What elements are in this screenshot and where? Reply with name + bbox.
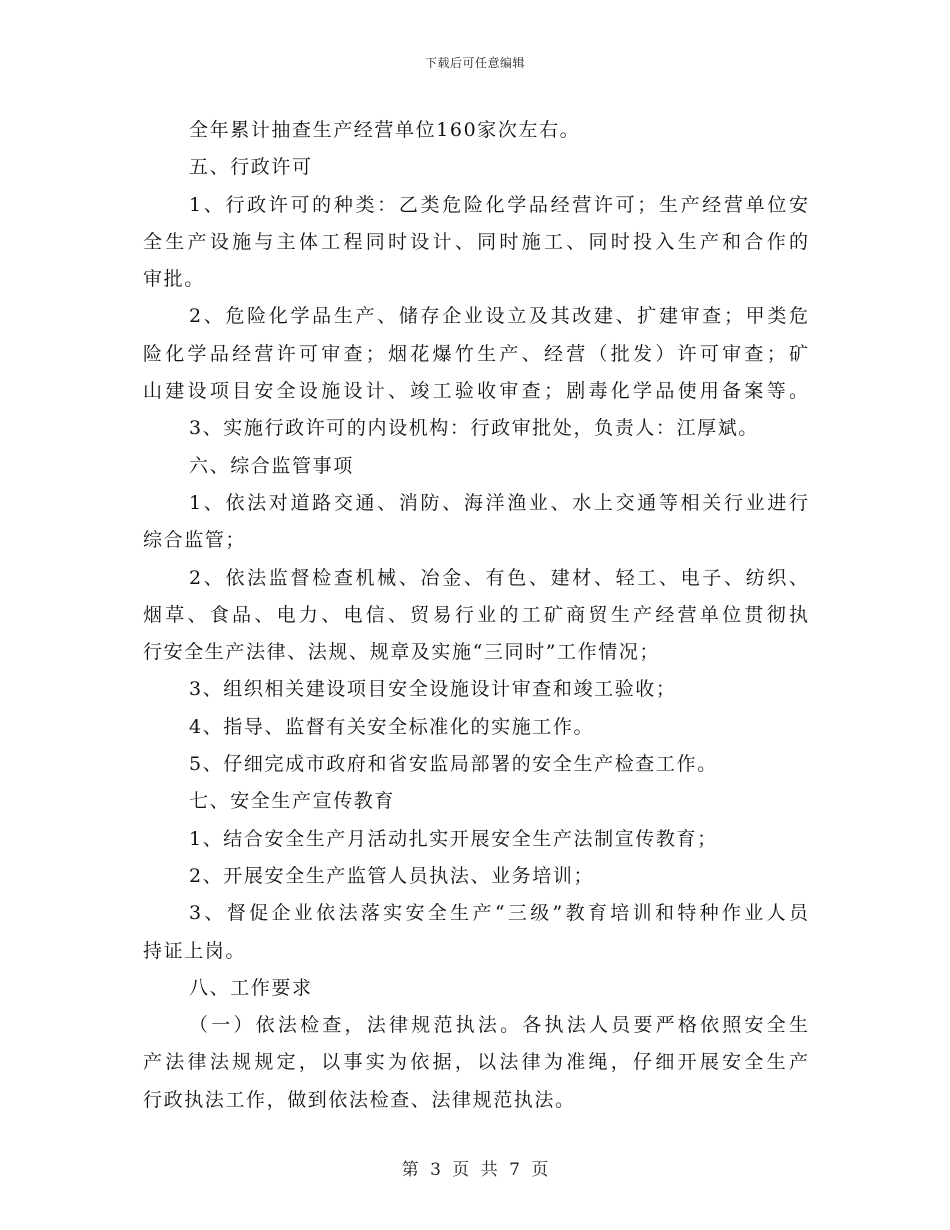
body-line: 2、依法监督检查机械、冶金、有色、建材、轻工、电子、纺织、 — [189, 566, 808, 589]
body-line: 险化学品经营许可审查；烟花爆竹生产、经营（批发）许可审查；矿 — [143, 342, 808, 365]
body-line: 行安全生产法律、法规、规章及实施“三同时”工作情况； — [143, 641, 661, 664]
section-heading: 六、综合监管事项 — [189, 454, 354, 477]
body-line: 山建设项目安全设施设计、竣工验收审查；剧毒化学品使用备案等。 — [143, 380, 808, 403]
body-line: 审批。 — [143, 268, 205, 291]
body-line: 5、仔细完成市政府和省安监局部署的安全生产检查工作。 — [189, 753, 718, 776]
body-line: 2、危险化学品生产、储存企业设立及其改建、扩建审查；甲类危 — [189, 305, 808, 328]
body-line: 产法律法规规定，以事实为依据，以法律为准绳，仔细开展安全生产 — [143, 1051, 808, 1074]
body-line: 烟草、食品、电力、电信、贸易行业的工矿商贸生产经营单位贯彻执 — [143, 603, 808, 626]
section-heading: 八、工作要求 — [189, 976, 313, 999]
section-heading: 五、行政许可 — [189, 156, 313, 179]
body-line: 3、实施行政许可的内设机构：行政审批处，负责人：江厚斌。 — [189, 417, 759, 440]
section-heading: 七、安全生产宣传教育 — [189, 790, 396, 813]
body-line: 1、依法对道路交通、消防、海洋渔业、水上交通等相关行业进行 — [189, 491, 808, 514]
body-line: 全生产设施与主体工程同时设计、同时施工、同时投入生产和合作的 — [143, 230, 808, 253]
body-line: 1、结合安全生产月活动扎实开展安全生产法制宣传教育； — [189, 827, 718, 850]
body-line: 持证上岗。 — [143, 939, 247, 962]
page-header: 下载后可任意编辑 — [424, 56, 525, 70]
body-line: 全年累计抽查生产经营单位160家次左右。 — [189, 119, 581, 141]
body-line: 综合监管； — [143, 529, 247, 552]
page-number: 第 3 页 共 7 页 — [401, 1160, 549, 1180]
body-line: （一）依法检查，法律规范执法。各执法人员要严格依照安全生 — [189, 1014, 808, 1037]
body-line: 3、督促企业依法落实安全生产“三级”教育培训和特种作业人员 — [189, 902, 808, 925]
body-line: 4、指导、监督有关安全标准化的实施工作。 — [189, 715, 595, 738]
body-line: 1、行政许可的种类：乙类危险化学品经营许可；生产经营单位安 — [189, 193, 808, 216]
body-line: 行政执法工作，做到依法检查、法律规范执法。 — [143, 1088, 576, 1111]
body-line: 3、组织相关建设项目安全设施设计审查和竣工验收； — [189, 678, 677, 701]
document-body — [143, 112, 808, 1119]
body-line: 2、开展安全生产监管人员执法、业务培训； — [189, 864, 595, 887]
